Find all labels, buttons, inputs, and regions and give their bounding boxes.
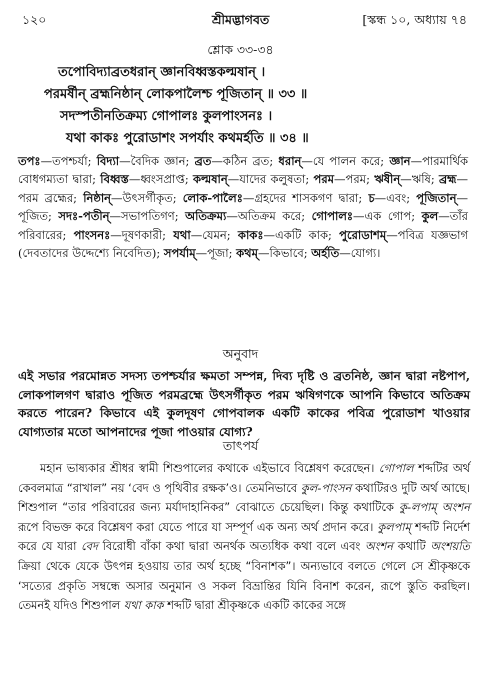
synonym-meaning: একটি কাক [274, 227, 329, 242]
synonym-meaning: পারমার্থিক বোধগম্যতা দ্বারা [18, 154, 469, 187]
synonym-word: বিদ্যা [96, 154, 120, 168]
synonym-meaning: কিভাবে [269, 246, 304, 261]
verse-line: সদস্পতীনতিক্রম্য গোপালঃ কুলপাংসনঃ । [60, 109, 273, 124]
synonym-word: অর্হতি [311, 246, 340, 261]
synonym-meaning: যোগ্য [350, 246, 377, 261]
synonym-word: কথম্ [236, 246, 258, 261]
synonym-meaning: পূজিত [18, 209, 49, 224]
synonym-meaning: ধ্বংসপ্রাপ্ত [140, 172, 185, 187]
synonym-word: অতিক্রম্য [185, 209, 227, 224]
translation-heading: অনুবাদ [222, 346, 259, 361]
synonym-word: নিষ্ঠান্ [83, 190, 112, 205]
synonym-meaning: তপশ্চর্যা [52, 154, 88, 168]
synonym-meaning: এক গোপ [364, 209, 412, 224]
synonym-meaning: কঠিন ব্রত [222, 154, 270, 168]
book-title: শ্রীমদ্ভাগবত [212, 12, 270, 27]
synonym-word: সদঃ-পতীন্ [58, 209, 110, 224]
synonym-word: তপঃ [18, 154, 41, 168]
synonym-word: গোপালঃ [311, 209, 354, 224]
verse-line: তপোবিদ্যাব্রতধরান্ জ্ঞানবিধ্বস্তকল্মষান্ । [58, 65, 266, 80]
synonym-meaning: পূজা [207, 246, 229, 261]
synonym-meaning: যে পালন করে [312, 154, 381, 168]
chapter-reference: [স্কন্ধ ১০, অধ্যায় ৭৪ [362, 12, 467, 27]
synonym-meaning: যাদের কলুষতা [239, 172, 306, 187]
synonym-meaning: তাঁর পরিবারের [18, 209, 469, 242]
synonym-word: জ্ঞান [389, 154, 411, 168]
synonym-meaning: উৎসর্গীকৃত [122, 190, 173, 205]
synonym-word: যথা [173, 227, 191, 242]
purport-text: মহান ভাষ্যকার শ্রীধর স্বামী শিশুপালের কথাকে এইভাবে বিশ্লেষণ করেছেন। গোপাল শব্দটির অর্থ কেবলমাত্র “রাখাল” নয় ‘বেদ ও পৃথিবীর রক্ষক’ও। তেমনিভাবে কুল-পাংসন কথাটিরও দুটি অর্থ আছে। শিশুপাল “তার পরিবারের জন্য মর্যাদাহানিকর” বোঝাতে চেয়েছিল। কিন্তু কথাটিকে কু-লপাম্ অংশন রূপে বিভক্ত করে বিশ্লেষণ করা যেতে পারে যা সম্পূর্ণ এক অন্য অর্থ প্রদান করে। কুলপাম্ শব্দটি নির্দেশ করে যে যারা বেদ বিরোধী বাঁকা কথা দ্বারা অনর্থক অত্যধিক কথা বলে এবং অংশন কথাটি অংশয়তি ক্রিয়া থেকে যেকে উৎপন্ন হওয়ায় তার অর্থ হচ্ছে “বিনাশক”। অন্যভাবে বলতে গেলে সে শ্রীকৃষ্ণকে ‘সত্যের প্রকৃতি সম্বন্ধে অসার অনুমান ও সকল বিভ্রান্তির যিনি বিনাশ করেন, রূপে স্তুতি করছিল। তেমনই যদিও শিশুপাল যথা কাক শব্দটি দ্বারা শ্রীকৃষ্ণকে একটি কাকের সঙ্গে [18, 462, 471, 613]
synonym-meaning: ঋষি [411, 172, 431, 187]
synonym-word: সপর্যাম্ [163, 246, 196, 261]
synonym-meaning: গ্রহদের শাসকগণ দ্বারা [254, 190, 359, 205]
synonym-word: কুল [421, 209, 439, 224]
verse-line: যথা কাকঃ পুরোডাশং সপর্যাং কথমর্হতি ॥ ৩৪ ॥ [66, 131, 309, 146]
synonym-word: পাংসনঃ [73, 227, 111, 242]
page-number: ১২০ [22, 12, 47, 27]
synonym-word: বিধ্বস্ত [100, 172, 129, 187]
page-header [22, 12, 467, 30]
synonym-word: পূজিতান্ [416, 190, 457, 205]
synonym-word: ব্রহ্ম [439, 172, 457, 187]
synonym-word: লোক-পালৈঃ [182, 190, 243, 205]
synonym-meaning: অতিক্রম করে [237, 209, 302, 224]
synonym-meaning: বৈদিক জ্ঞান [130, 154, 186, 168]
synonym-meaning: পরম ব্রহ্মের [18, 190, 74, 205]
synonym-meaning: দূষণকারী [121, 227, 163, 242]
synonyms-block: তপঃ—তপশ্চর্যা; বিদ্যা—বৈদিক জ্ঞান; ব্রত—কঠিন ব্রত; ধরান্—যে পালন করে; জ্ঞান—পারমার্থিক বোধগম্যতা দ্বারা; বিধ্বস্ত—ধ্বংসপ্রাপ্ত; কল্মষান্—যাদের কলুষতা; পরম—পরম; ঋষীন্—ঋষি; ব্রহ্ম—পরম ব্রহ্মের; নিষ্ঠান্—উৎসর্গীকৃত; লোক-পালৈঃ—গ্রহদের শাসকগণ দ্বারা; চ—এবং; পূজিতান্—পূজিত; সদঃ-পতীন্—সভাপতিগণ; অতিক্রম্য—অতিক্রম করে; গোপালঃ—এক গোপ; কুল—তাঁর পরিবারের; পাংসনঃ—দূষণকারী; যথা—যেমন; কাকঃ—একটি কাক; পুরোডাশম্—পবিত্র যজ্ঞভাগ (দেবতাদের উদ্দেশ্যে নিবেদিত); সপর্যাম্—পূজা; কথম্—কিভাবে; অর্হতি—যোগ্য। [18, 154, 469, 261]
synonym-word: কল্মষান্ [192, 172, 228, 187]
synonym-meaning: পরম [345, 172, 367, 187]
synonym-meaning: যেমন [202, 227, 227, 242]
purport-heading: তাৎপর্য [222, 438, 259, 453]
translation-text: এই সভার পরমোন্নত সদস্য তপশ্চর্যার ক্ষমতা সম্পন্ন, দিব্য দৃষ্টি ও ব্রতনিষ্ঠ, জ্ঞান দ্বারা নষ্টপাপ, লোকপালগণ দ্বারাও পূজিত পরমব্রহ্মে উৎসর্গীকৃত পরম ঋষিগণকে আপনি কিভাবে অতিক্রম করতে পারেন? কিভাবে এই কুলদূষণ গোপবালক একটি কাকের পবিত্র পুরোডাশ খাওয়ার যোগ্যতার মতো আপনাদের পূজা পাওয়ার যোগ্য? [18, 369, 470, 439]
synonym-word: কাকঃ [237, 227, 264, 242]
synonym-word: চ [368, 190, 375, 205]
verse-number: শ্লোক ৩৩-৩৪ [207, 42, 274, 57]
synonym-word: পরম [313, 172, 335, 187]
synonym-meaning: এবং [386, 190, 407, 205]
verse-line: পরমর্ষীন্ ব্রহ্মনিষ্ঠান্ লোকপালৈশ্চ পূজিতান্ ॥ ৩৩ ॥ [44, 87, 308, 102]
synonym-meaning: পবিত্র যজ্ঞভাগ (দেবতাদের উদ্দেশ্যে নিবেদিত) [18, 227, 469, 261]
synonym-word: ব্রত [194, 154, 212, 168]
synonym-meaning: সভাপতিগণ [121, 209, 175, 224]
synonym-word: ধরান্ [278, 154, 302, 168]
synonym-word: পুরোডাশম্ [339, 227, 387, 242]
synonym-word: ঋষীন্ [374, 172, 401, 187]
